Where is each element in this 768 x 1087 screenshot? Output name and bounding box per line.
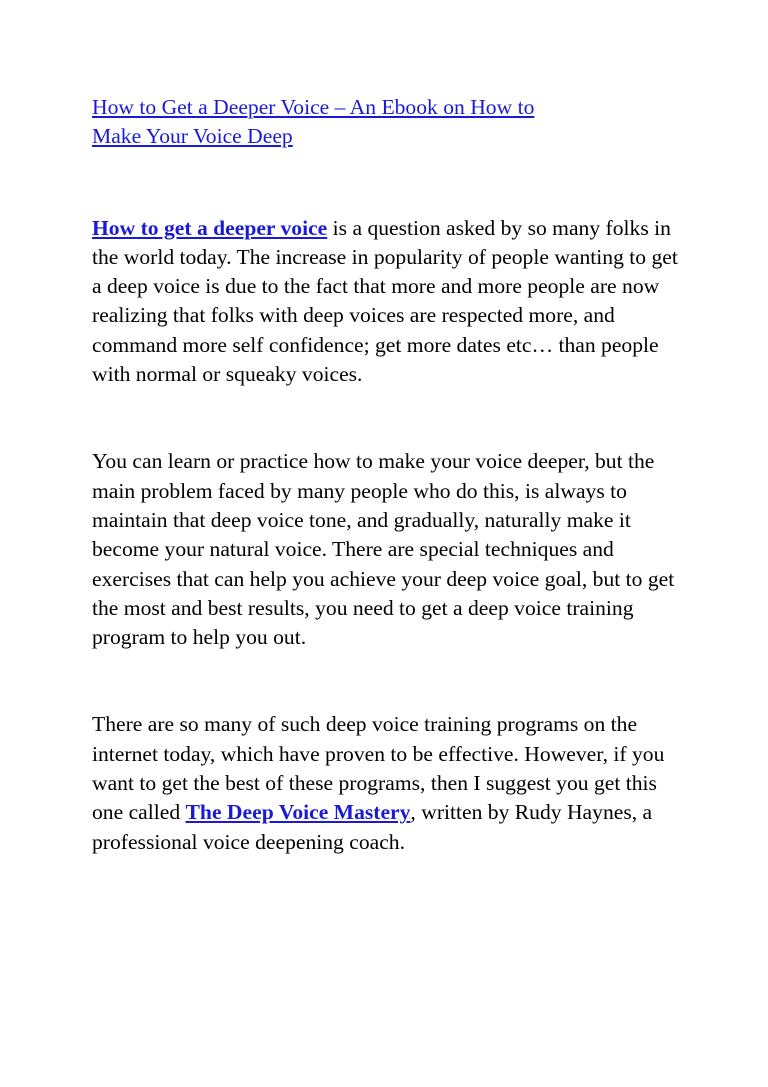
title-line-1: How to Get a Deeper Voice – An Ebook on How to — [92, 95, 535, 119]
paragraph-intro-text: is a question asked by so many folks in the world today. The increase in popularity of people wanting to get a deep voice is due to the fact that more and more people are now realizing that folks with deep voices are respected more, and command more self confidence; get more dates etc… than people with normal or squeaky voices. — [92, 215, 678, 387]
document-page — [92, 93, 688, 857]
paragraph-intro — [92, 214, 688, 390]
paragraph-recommendation-text-before: There are so many of such deep voice training programs on the internet today, which have proven to be effective. However, if you want to get the best of these programs, then I suggest you get this one called — [92, 712, 665, 825]
paragraph-training — [92, 447, 688, 652]
paragraph-recommendation-text-after: , written by Rudy Haynes, a professional voice deepening coach. — [92, 800, 653, 854]
paragraph-training-text: You can learn or practice how to make your voice deeper, but the main problem faced by many people who do this, is always to maintain that deep voice tone, and gradually, naturally make it become your natural voice. There are special techniques and exercises that can help you achieve your deep voice goal, but to get the most and best results, you need to get a deep voice training program to help you out. — [92, 449, 675, 650]
deep-voice-mastery-link[interactable]: The Deep Voice Mastery — [185, 800, 411, 825]
deeper-voice-link[interactable]: How to get a deeper voice — [92, 215, 328, 240]
paragraph-recommendation — [92, 710, 688, 856]
document-title-link[interactable] — [92, 93, 688, 152]
title-line-2: Make Your Voice Deep — [92, 124, 293, 149]
